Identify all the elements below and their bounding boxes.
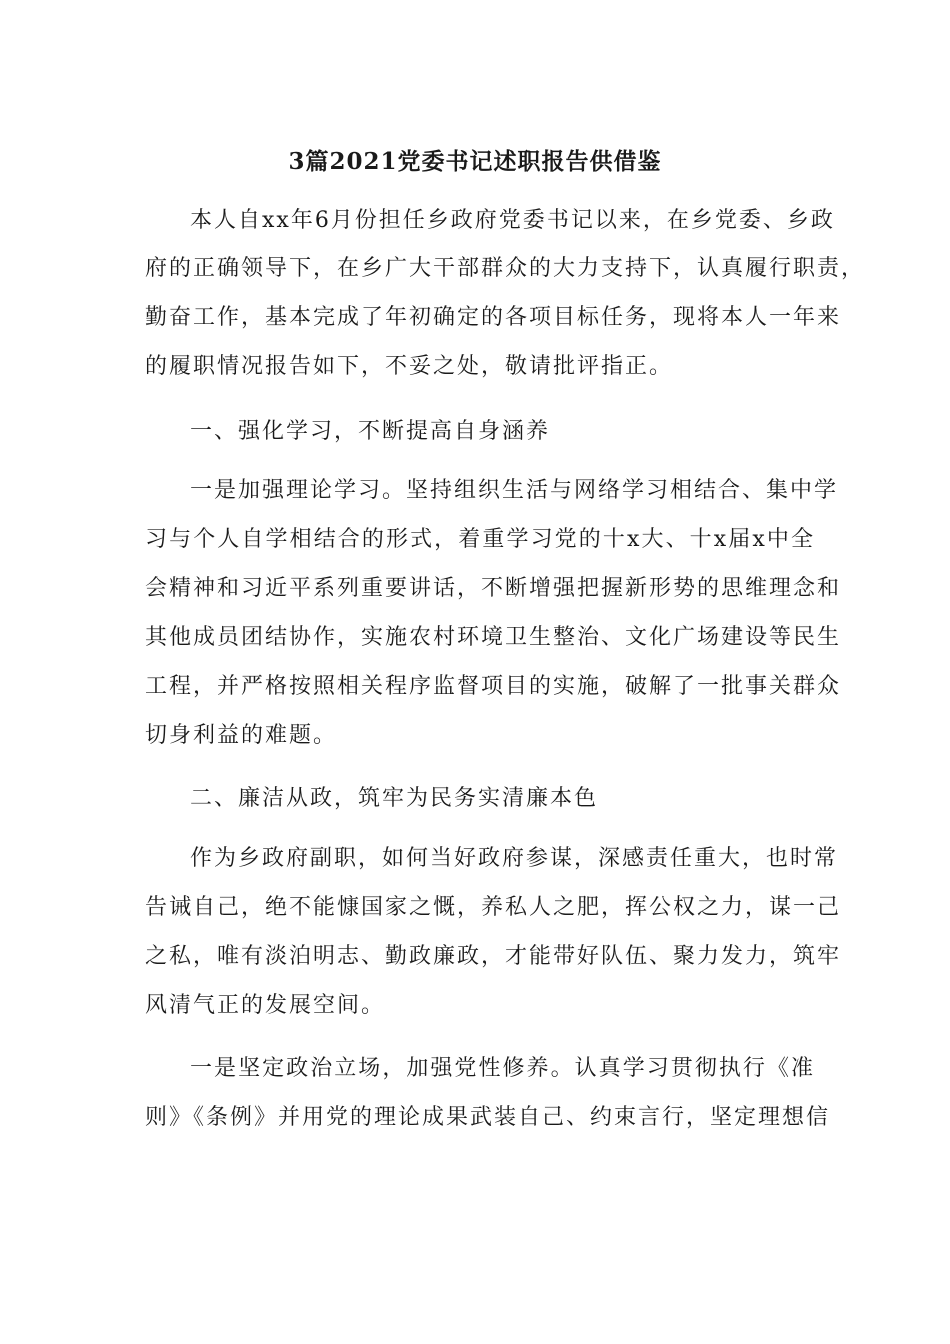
paragraph-line: 会精神和习近平系列重要讲话，不断增强把握新形势的思维理念和 — [145, 576, 842, 601]
paragraph-line: 本人自xx年6月份担任乡政府党委书记以来，在乡党委、乡政 — [190, 208, 835, 233]
paragraph-line: 的履职情况报告如下，不妥之处，敬请批评指正。 — [145, 354, 674, 379]
paragraph-line: 一是坚定政治立场，加强党性修养。认真学习贯彻执行《准 — [190, 1056, 815, 1081]
paragraph-line: 则》《条例》并用党的理论成果武装自己、约束言行，坚定理想信 — [145, 1105, 831, 1130]
paragraph-line: 工程，并严格按照相关程序监督项目的实施，破解了一批事关群众 — [145, 674, 842, 699]
paragraph-line: 切身利益的难题。 — [145, 723, 338, 748]
section-heading: 二、廉洁从政，筑牢为民务实清廉本色 — [190, 786, 599, 811]
paragraph-line: 其他成员团结协作，实施农村环境卫生整治、文化广场建设等民生 — [145, 625, 842, 650]
paragraph-line: 风清气正的发展空间。 — [145, 993, 386, 1018]
paragraph-line: 府的正确领导下，在乡广大干部群众的大力支持下，认真履行职责， — [145, 256, 866, 281]
section-heading: 一、强化学习，不断提高自身涵养 — [190, 419, 551, 444]
paragraph-line: 习与个人自学相结合的形式，着重学习党的十x大、十x届x中全 — [145, 527, 815, 552]
paragraph-line: 告诫自己，绝不能慷国家之慨，养私人之肥，挥公权之力，谋一己 — [145, 895, 842, 920]
paragraph-line: 勤奋工作，基本完成了年初确定的各项目标任务，现将本人一年来 — [145, 305, 842, 330]
paragraph-line: 一是加强理论学习。坚持组织生活与网络学习相结合、集中学 — [190, 478, 839, 503]
document-title: 3篇2021党委书记述职报告供借鉴 — [288, 148, 662, 175]
paragraph-line: 作为乡政府副职，如何当好政府参谋，深感责任重大，也时常 — [190, 846, 839, 871]
paragraph-line: 之私，唯有淡泊明志、勤政廉政，才能带好队伍、聚力发力，筑牢 — [145, 944, 842, 969]
